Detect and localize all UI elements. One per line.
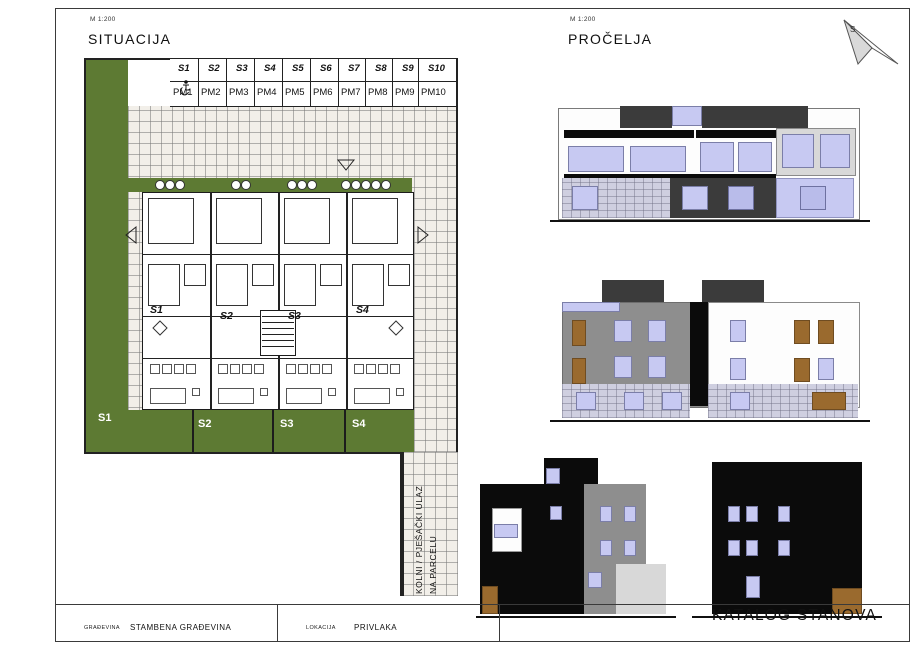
parking-cell-pm7: PM7	[341, 87, 361, 98]
unit-label-plan-s3: S3	[288, 310, 301, 322]
entry-arrow-west	[124, 225, 138, 245]
garden-label-s3: S3	[280, 418, 294, 430]
elevation-south	[476, 448, 676, 598]
situacija-title: SITUACIJA	[88, 31, 172, 47]
unit-label-plan-s4: S4	[356, 304, 369, 316]
green-area-west	[86, 60, 128, 234]
parking-header-s5: S5	[292, 63, 304, 74]
unit-label-plan-s2: S2	[220, 310, 233, 322]
procelja-title: PROČELJA	[568, 31, 653, 47]
parking-header-s3: S3	[236, 63, 248, 74]
plot-boundary-bottom	[84, 452, 402, 454]
building-value: STAMBENA GRAĐEVINA	[130, 623, 232, 632]
unit-label-plan-s1: S1	[150, 304, 163, 316]
elevation-west	[682, 448, 882, 598]
parking-cell-pm6: PM6	[313, 87, 333, 98]
elevation-east	[550, 258, 870, 418]
parking-cell-pm2: PM2	[201, 87, 221, 98]
parking-header-s4: S4	[264, 63, 276, 74]
entry-arrow-north	[336, 158, 356, 172]
unit-marker-s4	[388, 320, 404, 336]
parking-cell-pm4: PM4	[257, 87, 277, 98]
parking-cell-pm10: PM10	[421, 87, 446, 98]
plot-boundary-right	[456, 58, 458, 454]
parking-cell-pm1: PM1	[173, 87, 193, 98]
entry-arrow-east	[416, 225, 430, 245]
elevations-group	[470, 58, 900, 603]
right-scale-note: M 1:200	[570, 16, 596, 23]
site-plan	[84, 58, 458, 596]
svg-text:S: S	[850, 25, 856, 34]
unit-marker-s1	[152, 320, 168, 336]
green-area-south	[128, 410, 414, 452]
parking-header-s6: S6	[320, 63, 332, 74]
parking-cell-pm3: PM3	[229, 87, 249, 98]
location-value: PRIVLAKA	[354, 623, 398, 632]
parking-cell-pm9: PM9	[395, 87, 415, 98]
garden-label-s1: S1	[98, 412, 112, 424]
parking-header-s7: S7	[348, 63, 360, 74]
parking-header-s10: S10	[428, 63, 445, 74]
building-label: GRAĐEVINA	[84, 625, 120, 631]
garden-label-s2: S2	[198, 418, 212, 430]
parking-header-s8: S8	[375, 63, 387, 74]
access-note-line1: KOLNI / PJEŠAČKI ULAZ	[414, 485, 424, 594]
parking-header-s9: S9	[402, 63, 414, 74]
parking-header-s2: S2	[208, 63, 220, 74]
parking-header-s1: S1	[178, 63, 190, 74]
elevation-north	[550, 78, 870, 228]
catalog-title: KATALOG STANOVA	[712, 607, 877, 624]
parking-cell-pm8: PM8	[368, 87, 388, 98]
parking-cell-pm5: PM5	[285, 87, 305, 98]
access-note-line2: NA PARCELU	[428, 535, 438, 594]
location-label: LOKACIJA	[306, 625, 336, 631]
garden-label-s4: S4	[352, 418, 366, 430]
left-scale-note: M 1:200	[90, 16, 116, 23]
